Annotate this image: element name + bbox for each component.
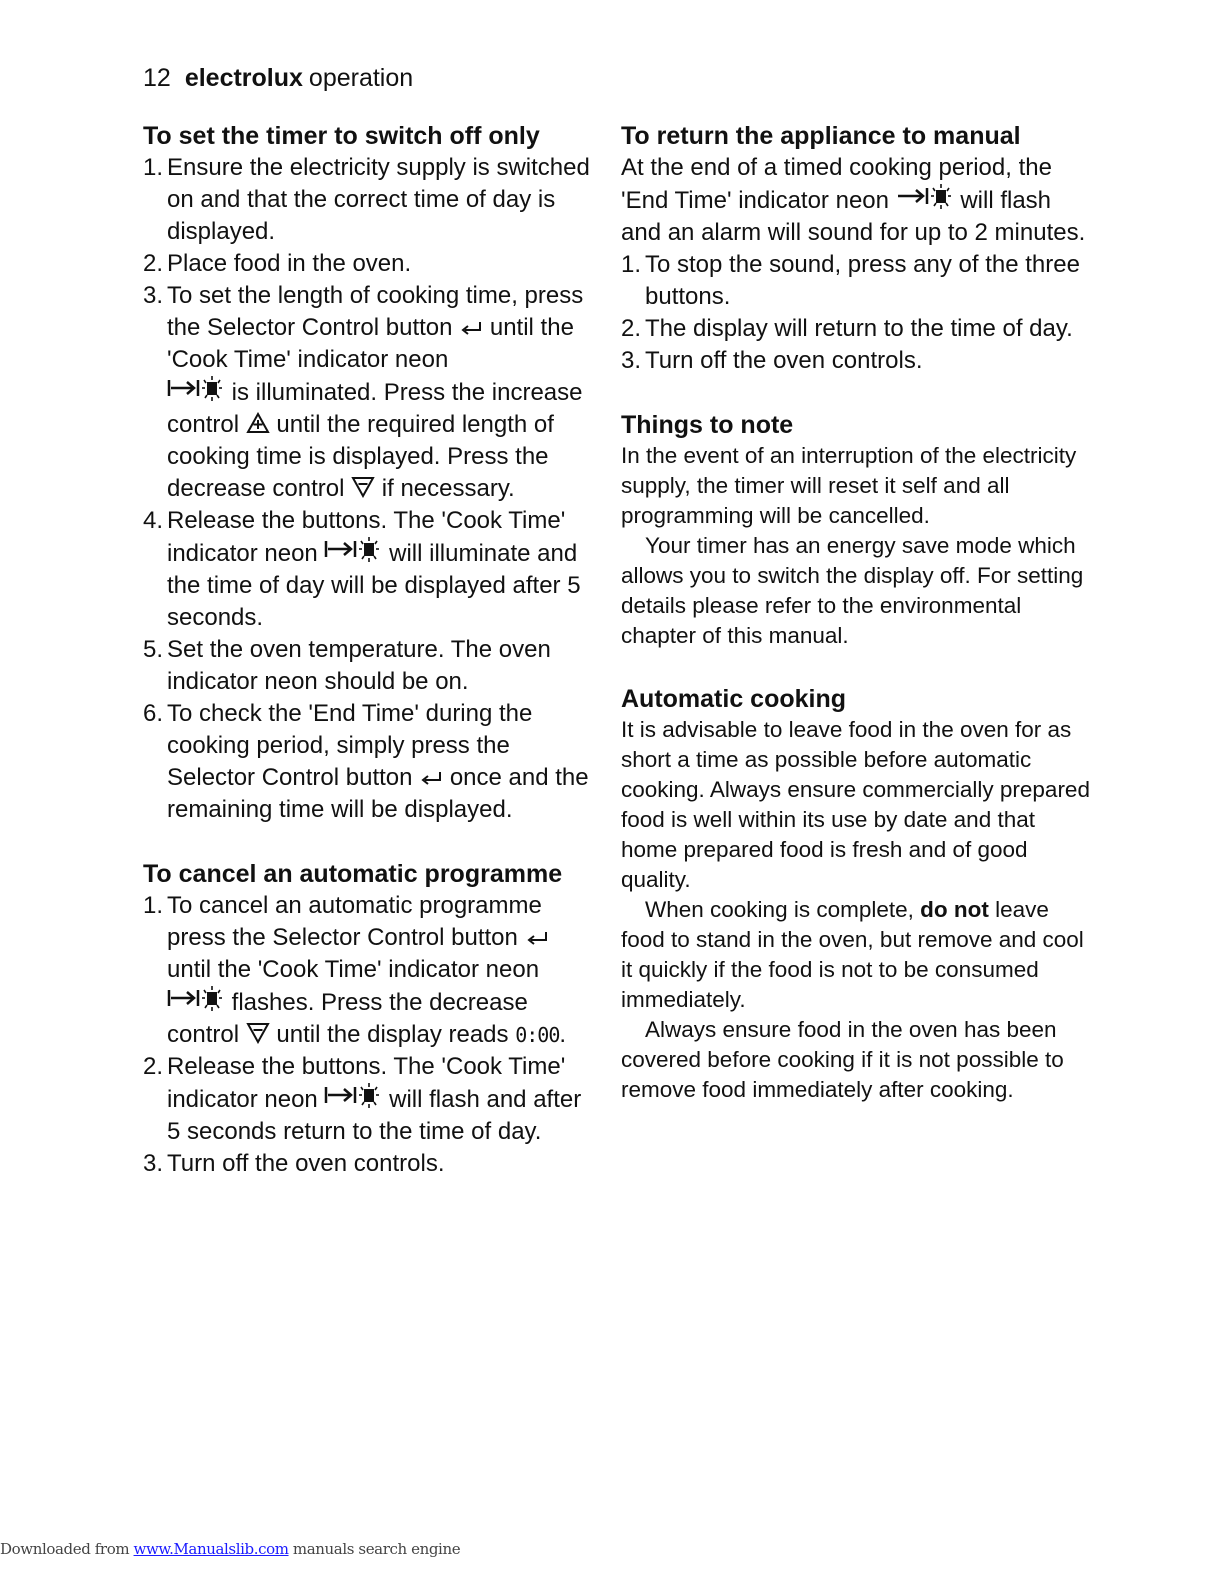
step-text: To set the length of cooking time, press the Selector Control button: [167, 282, 584, 341]
selector-return-icon: [525, 929, 549, 947]
cook-time-neon-icon: [167, 986, 225, 1012]
page-number: 12: [143, 64, 171, 92]
list-item: [143, 1148, 593, 1180]
step-number: 3.: [621, 347, 642, 374]
step-text: will illuminate and the time of day will be displayed after 5 seconds.: [167, 540, 581, 631]
switch-off-steps: [143, 152, 593, 826]
automatic-paragraph: It is advisable to leave food in the oven for as short a time as possible before automatic cooking. Always ensure commercially prepared food is well within its use by date and that home prepared food is fresh and of good quality.: [621, 717, 1090, 892]
manual-intro: [621, 152, 1091, 249]
footer-suffix: manuals search engine: [288, 1540, 461, 1558]
automatic-paragraph: Always ensure food in the oven has been covered before cooking if it is not possible to remove food immediately after cooking.: [621, 1017, 1064, 1102]
step-text: Set the oven temperature. The oven indicator neon should be on.: [167, 636, 551, 695]
step-text: To stop the sound, press any of the three buttons.: [645, 251, 1080, 310]
list-item: [143, 1051, 593, 1148]
step-text: Release the buttons. The 'Cook Time' indicator neon: [167, 507, 566, 567]
manualslib-link[interactable]: www.Manualslib.com: [133, 1540, 289, 1558]
end-time-neon-icon: [896, 184, 954, 210]
step-text: The display will return to the time of day.: [645, 315, 1073, 342]
step-number: 3.: [143, 1150, 164, 1177]
step-text: will flash and after 5 seconds return to the time of day.: [167, 1086, 582, 1145]
intro-text: At the end of a timed cooking period, the 'End Time' indicator neon: [621, 154, 1052, 214]
automatic-heading: Automatic cooking: [621, 685, 847, 713]
cook-time-neon-icon: [167, 376, 225, 402]
step-number: 1.: [143, 892, 164, 919]
switch-off-heading: To set the timer to switch off only: [143, 122, 540, 150]
download-footer: [0, 1540, 460, 1558]
selector-return-icon: [459, 319, 483, 337]
list-item: [143, 890, 593, 1051]
list-item: [143, 634, 593, 698]
step-text: To cancel an automatic programme press the Selector Control button: [167, 892, 542, 951]
notes-heading: Things to note: [621, 411, 794, 439]
list-item: [143, 280, 593, 505]
list-item: [143, 698, 593, 826]
step-text: Ensure the electricity supply is switched on and that the correct time of day is displayed.: [167, 154, 590, 245]
step-text: Turn off the oven controls.: [645, 347, 923, 374]
step-number: 5.: [143, 636, 164, 663]
step-text: Place food in the oven.: [167, 250, 412, 277]
right-column: [621, 120, 1091, 1105]
emphasis-text: do not: [920, 897, 989, 922]
step-text: flashes. Press the decrease control: [167, 989, 528, 1048]
footer-prefix: Downloaded from: [0, 1540, 130, 1558]
step-number: 6.: [143, 700, 164, 727]
step-text: Turn off the oven controls.: [167, 1150, 445, 1177]
step-text: until the required length of cooking time is displayed. Press the decrease control: [167, 411, 554, 502]
step-number: 2.: [143, 250, 164, 277]
cancel-heading: To cancel an automatic programme: [143, 860, 563, 888]
step-text: .: [559, 1021, 567, 1048]
step-number: 1.: [621, 251, 642, 278]
page-header: [143, 60, 413, 96]
manual-steps: [621, 249, 1091, 377]
intro-text: will flash and an alarm will sound for up to 2 minutes.: [621, 187, 1086, 246]
step-text: To check the 'End Time' during the cooking period, simply press the Selector Control button: [167, 700, 533, 791]
manual-heading: To return the appliance to manual: [621, 122, 1021, 150]
brand-name: electrolux: [184, 64, 303, 92]
step-number: 4.: [143, 507, 164, 534]
notes-paragraph: Your timer has an energy save mode which allows you to switch the display off. For setting details please refer to the environmental chapter of this manual.: [621, 533, 1084, 648]
step-number: 3.: [143, 282, 164, 309]
list-item: [143, 505, 593, 634]
list-item: [621, 249, 1091, 313]
display-readout: 0:00: [515, 1023, 560, 1047]
step-text: until the display reads: [276, 1021, 509, 1048]
selector-return-icon: [419, 769, 443, 787]
section-name: operation: [308, 64, 414, 92]
paragraph-text: leave food to stand in the oven, but remove and cool it quickly if the food is not to be consumed immediately.: [621, 897, 1084, 1012]
list-item: [621, 313, 1091, 345]
step-text: once and the remaining time will be displayed.: [167, 764, 589, 823]
paragraph-text: When cooking is complete,: [645, 897, 914, 922]
cancel-steps: [143, 890, 593, 1180]
step-text: is illuminated. Press the increase control: [167, 379, 583, 438]
step-text: Release the buttons. The 'Cook Time' indicator neon: [167, 1053, 566, 1113]
decrease-control-icon: [351, 476, 375, 498]
step-number: 2.: [143, 1053, 164, 1080]
cook-time-neon-icon: [324, 1083, 382, 1109]
step-text: until the 'Cook Time' indicator neon: [167, 956, 540, 983]
decrease-control-icon: [246, 1022, 270, 1044]
step-number: 2.: [621, 315, 642, 342]
notes-paragraph: In the event of an interruption of the electricity supply, the timer will reset it self and all programming will be cancelled.: [621, 443, 1077, 528]
list-item: [621, 345, 1091, 377]
list-item: [143, 152, 593, 248]
step-text: if necessary.: [381, 475, 515, 502]
cook-time-neon-icon: [324, 537, 382, 563]
step-text: until the 'Cook Time' indicator neon: [167, 314, 574, 373]
list-item: [143, 248, 593, 280]
automatic-paragraph: [621, 895, 1091, 1015]
step-number: 1.: [143, 154, 164, 181]
left-column: [143, 120, 593, 1180]
increase-control-icon: [246, 412, 270, 434]
